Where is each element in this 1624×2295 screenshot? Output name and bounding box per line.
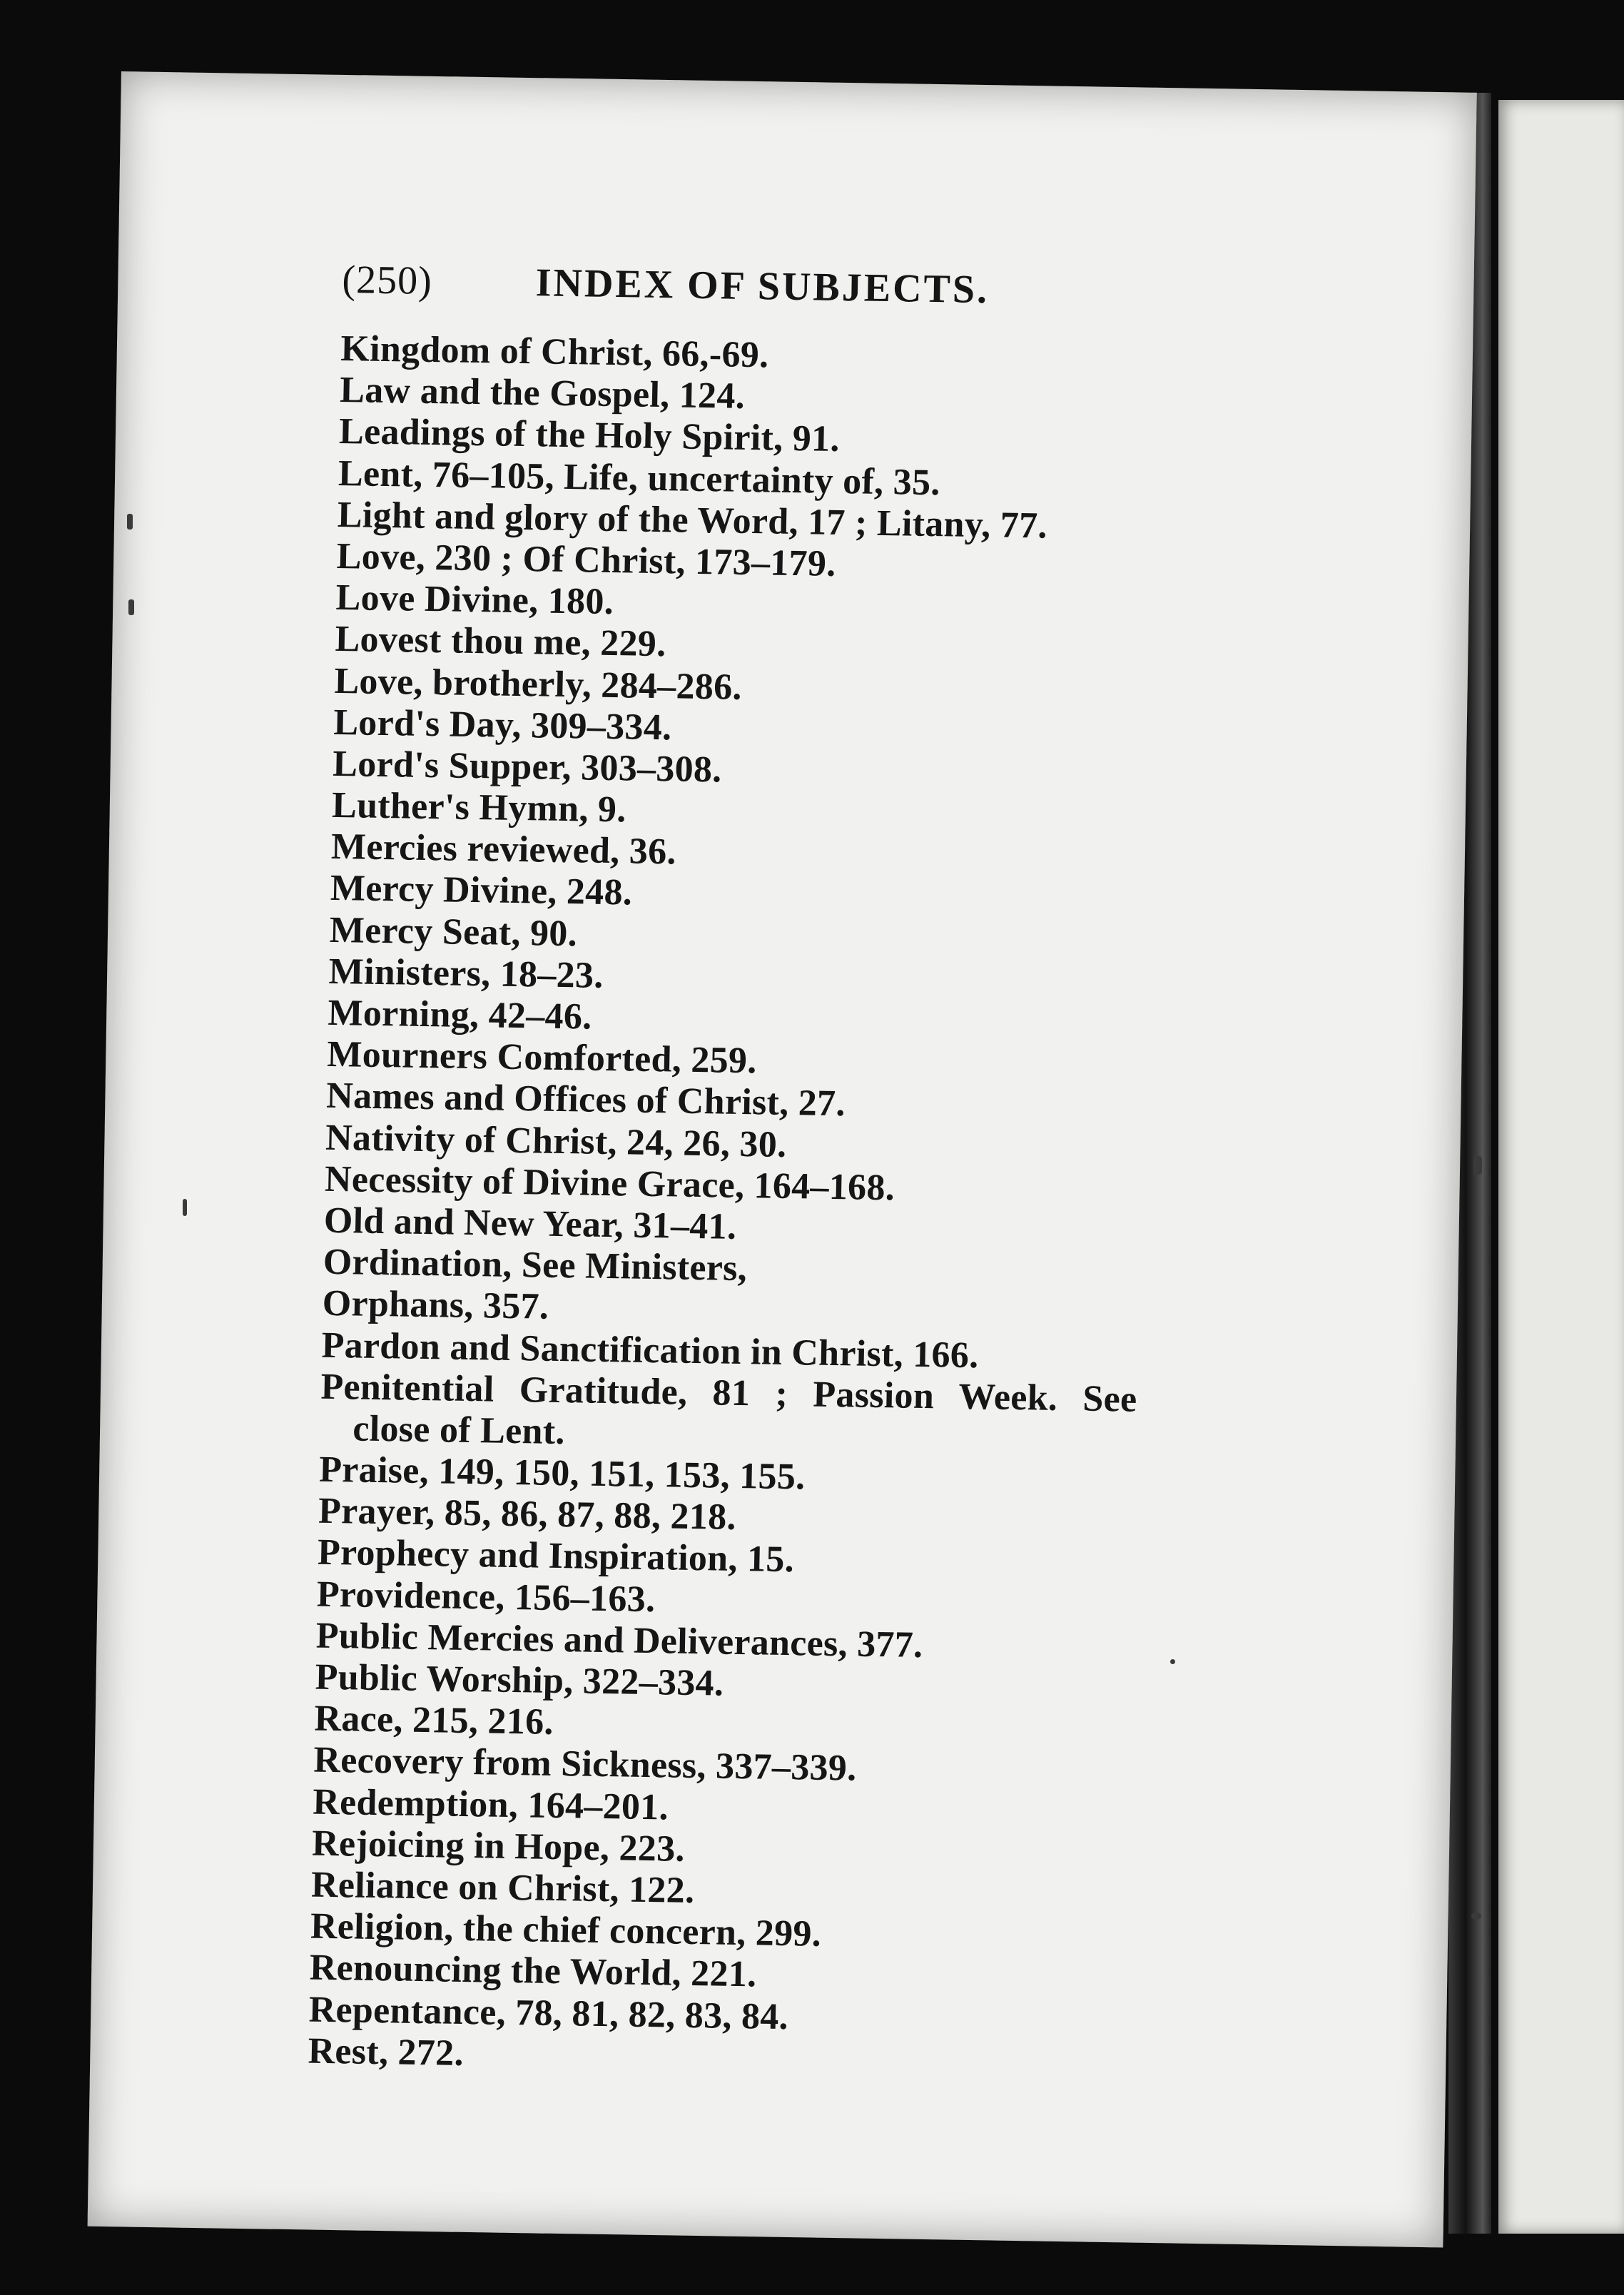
index-entry: Public Mercies and Deliverances, 377. [315,1615,923,1666]
index-entry: Lord's Supper, 303–308. [332,743,723,791]
page-number: (250) [342,257,433,303]
index-entry: Kingdom of Christ, 66,-69. [340,328,769,376]
index-entry: Prophecy and Inspiration, 15. [317,1532,795,1581]
ink-speck [1471,1912,1481,1920]
index-entry: Light and glory of the Word, 17 ; Litany, 77. [337,494,1048,547]
index-entries [308,328,1397,2089]
index-entry: Love, 230 ; Of Christ, 173–179. [336,535,837,584]
index-entry: Old and New Year, 31–41. [323,1200,737,1247]
index-entry: Ministers, 18–23. [328,951,604,996]
index-entry: Religion, the chief concern, 299. [310,1905,822,1955]
index-entry: Ordination, See Ministers, [323,1241,748,1290]
index-entry: Morning, 42–46. [328,992,593,1038]
index-entry: Leadings of the Holy Spirit, 91. [338,411,841,460]
index-entry: Penitential Gratitude, 81 ; Passion Week. See [320,1366,1137,1420]
index-entry: Rejoicing in Hope, 223. [311,1823,686,1870]
running-head: INDEX OF SUBJECTS. [535,260,990,313]
index-entry: Lovest thou me, 229. [335,619,666,665]
index-entry: Public Worship, 322–334. [315,1656,724,1704]
index-entry: Mercies reviewed, 36. [330,826,677,873]
index-entry: Reliance on Christ, 122. [310,1864,695,1911]
index-entry: Prayer, 85, 86, 87, 88, 218. [318,1490,737,1539]
ink-speck [127,514,133,530]
index-entry: Race, 215, 216. [314,1698,554,1743]
ink-speck [1473,1156,1482,1175]
index-entry: Providence, 156–163. [316,1574,656,1620]
index-entry: Repentance, 78, 81, 82, 83, 84. [308,1989,789,2037]
index-entry-continuation: close of Lent. [352,1408,566,1452]
index-entry: Redemption, 164–201. [312,1781,669,1828]
index-entry: Renouncing the World, 221. [309,1947,757,1995]
ink-speck [183,1199,187,1216]
ink-speck [1170,1659,1175,1664]
index-entry: Pardon and Sanctification in Christ, 166. [321,1324,980,1376]
index-entry: Necessity of Divine Grace, 164–168. [324,1158,895,1209]
ink-speck [128,599,134,615]
index-entry: Mercy Seat, 90. [329,909,578,954]
index-entry: Praise, 149, 150, 151, 153, 155. [318,1449,806,1498]
index-entry: Names and Offices of Christ, 27. [325,1075,846,1125]
index-entry: Love, brotherly, 284–286. [333,660,743,708]
index-entry: Love Divine, 180. [335,577,614,623]
index-entry: Rest, 272. [308,2030,465,2074]
index-entry: Luther's Hymn, 9. [331,784,627,831]
index-entry: Mourners Comforted, 259. [326,1034,758,1082]
index-entry: Mercy Divine, 248. [330,868,633,913]
index-entry: Orphans, 357. [322,1283,549,1328]
index-entry: Law and the Gospel, 124. [339,370,746,417]
opposite-page-edge [1498,100,1624,2234]
index-entry: Lent, 76–105, Life, uncertainty of, 35. [338,452,941,503]
index-entry: Nativity of Christ, 24, 26, 30. [325,1117,787,1165]
index-entry: Lord's Day, 309–334. [333,701,672,749]
index-entry: Recovery from Sickness, 337–339. [313,1740,858,1789]
